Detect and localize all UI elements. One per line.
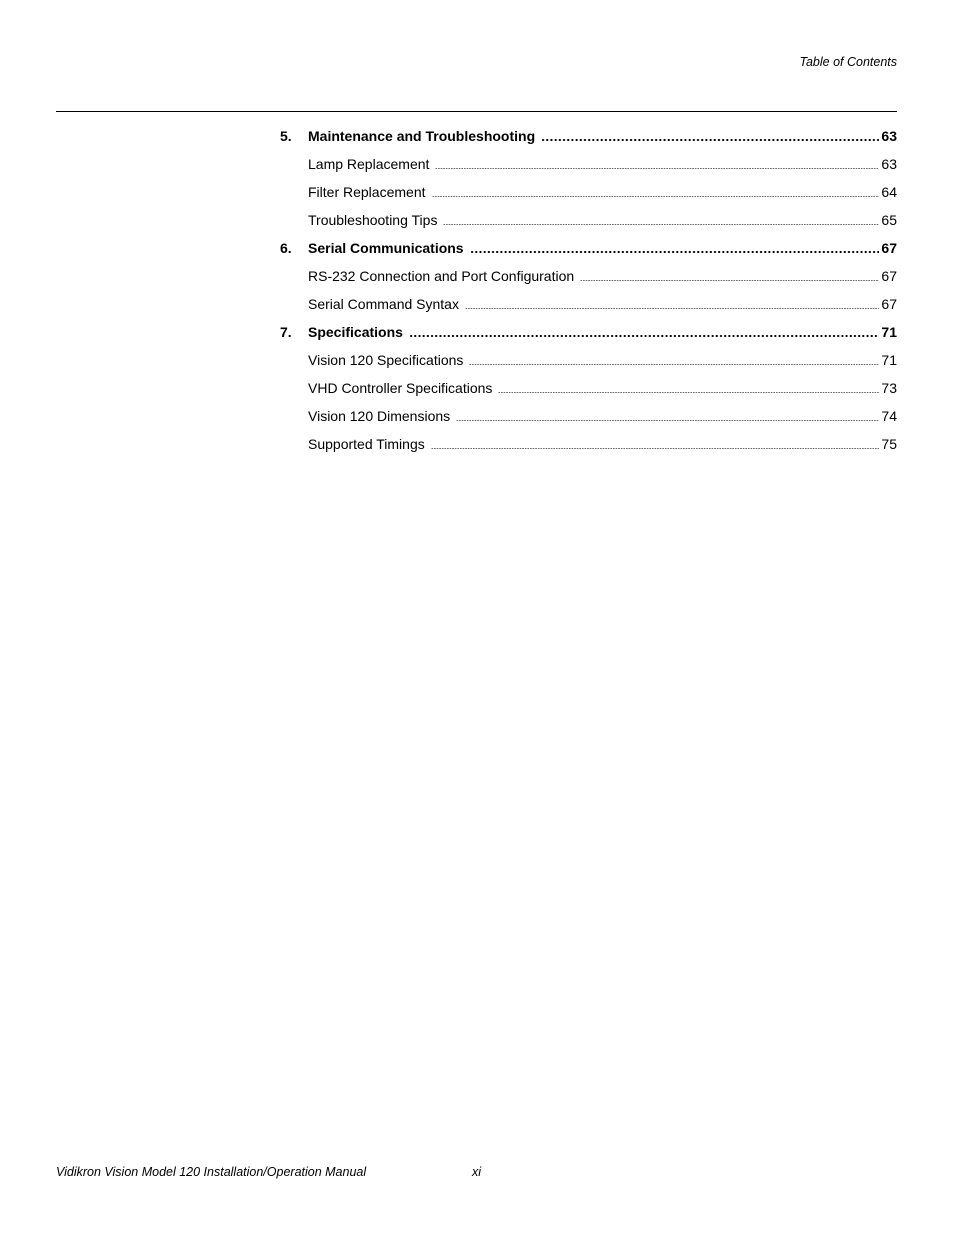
- dot-leader: [465, 299, 879, 309]
- footer-page-number: xi: [472, 1165, 482, 1179]
- toc-chapter-number: 5.: [280, 128, 292, 144]
- toc-page-number: 67: [881, 296, 897, 312]
- toc-entry-serial-command-syntax[interactable]: [280, 292, 897, 320]
- toc-entry-title: Specifications: [308, 324, 403, 340]
- toc-entry-chapter-6[interactable]: [280, 236, 897, 264]
- dot-leader: [435, 159, 879, 169]
- toc-entry-title: Serial Command Syntax: [308, 296, 459, 312]
- toc-page-number: 67: [881, 268, 897, 284]
- dot-leader: [580, 271, 879, 281]
- toc-page-number: 63: [881, 128, 897, 144]
- dot-leader: [541, 131, 879, 141]
- dot-leader: [470, 243, 880, 253]
- toc-page-number: 71: [881, 324, 897, 340]
- dot-leader: [443, 215, 879, 225]
- toc-chapter-number: 6.: [280, 240, 292, 256]
- toc-entry-filter-replacement[interactable]: [280, 180, 897, 208]
- toc-entry-troubleshooting-tips[interactable]: [280, 208, 897, 236]
- toc-entry-vision-120-specifications[interactable]: [280, 348, 897, 376]
- toc-entry-rs232-connection[interactable]: [280, 264, 897, 292]
- toc-entry-title: Serial Communications: [308, 240, 464, 256]
- toc-entry-title: Troubleshooting Tips: [308, 212, 438, 228]
- toc-chapter-number: 7.: [280, 324, 292, 340]
- toc-entry-chapter-7[interactable]: [280, 320, 897, 348]
- toc-entry-title: RS-232 Connection and Port Configuration: [308, 268, 575, 284]
- toc-entry-title: VHD Controller Specifications: [308, 380, 493, 396]
- table-of-contents: [280, 124, 897, 460]
- toc-entry-title: Lamp Replacement: [308, 156, 430, 172]
- toc-page-number: 75: [881, 436, 897, 452]
- toc-entry-vision-120-dimensions[interactable]: [280, 404, 897, 432]
- toc-page-number: 71: [881, 352, 897, 368]
- toc-page-number: 67: [881, 240, 897, 256]
- toc-page-number: 74: [881, 408, 897, 424]
- toc-entry-chapter-5[interactable]: [280, 124, 897, 152]
- toc-page-number: 65: [881, 212, 897, 228]
- toc-entry-lamp-replacement[interactable]: [280, 152, 897, 180]
- dot-leader: [498, 383, 879, 393]
- toc-page-number: 63: [881, 156, 897, 172]
- header-rule: [56, 111, 897, 112]
- toc-entry-title: Vision 120 Dimensions: [308, 408, 451, 424]
- dot-leader: [409, 327, 880, 337]
- dot-leader: [456, 411, 879, 421]
- toc-entry-title: Filter Replacement: [308, 184, 426, 200]
- toc-entry-supported-timings[interactable]: [280, 432, 897, 460]
- toc-page-number: 64: [881, 184, 897, 200]
- running-header-title: Table of Contents: [799, 55, 897, 69]
- dot-leader: [432, 187, 880, 197]
- toc-page-number: 73: [881, 380, 897, 396]
- dot-leader: [431, 439, 880, 449]
- toc-entry-vhd-controller-specifications[interactable]: [280, 376, 897, 404]
- toc-entry-title: Maintenance and Troubleshooting: [308, 128, 536, 144]
- footer-manual-title: Vidikron Vision Model 120 Installation/Operation Manual: [56, 1165, 367, 1179]
- toc-entry-title: Vision 120 Specifications: [308, 352, 464, 368]
- toc-entry-title: Supported Timings: [308, 436, 425, 452]
- dot-leader: [469, 355, 879, 365]
